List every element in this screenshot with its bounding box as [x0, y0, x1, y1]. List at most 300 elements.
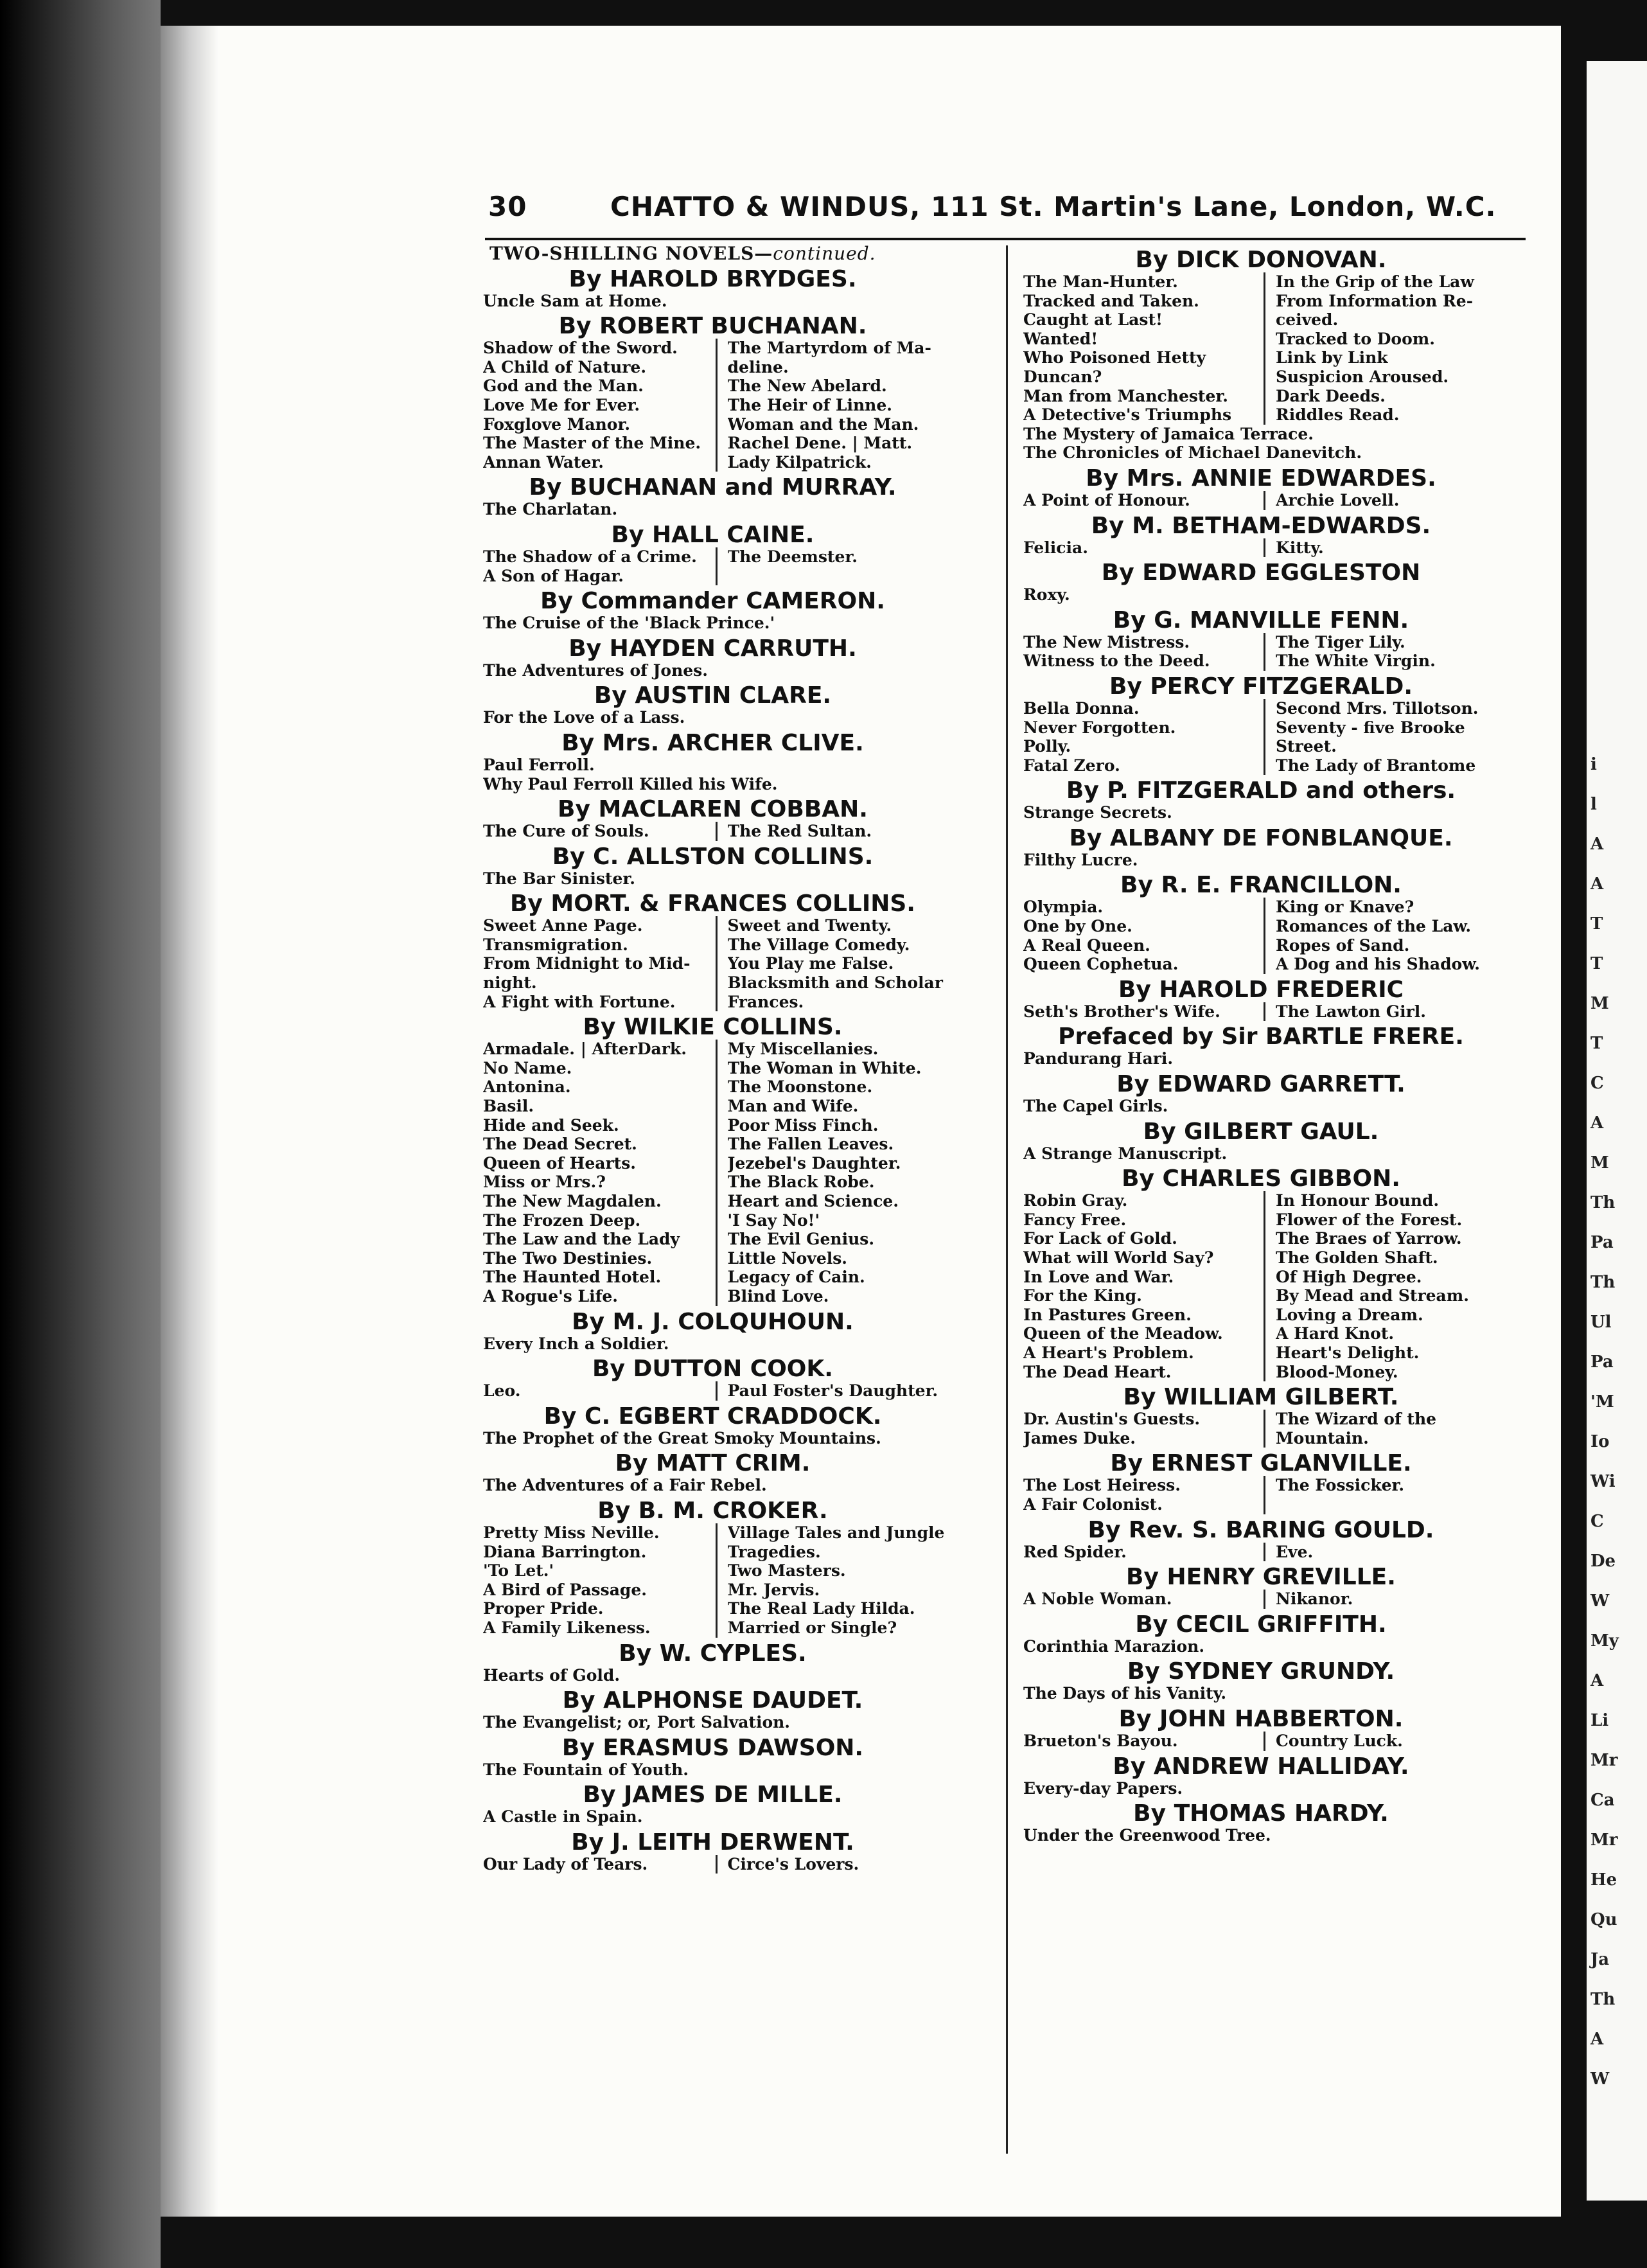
works-list: [483, 614, 962, 633]
works-column-a: [1023, 538, 1265, 558]
book-title: Armadale. | AfterDark.: [483, 1040, 687, 1059]
book-title: Two Masters.: [727, 1561, 846, 1581]
works-column-a: [1023, 1410, 1265, 1448]
adjacent-page-text-fragment: Io: [1590, 1432, 1610, 1451]
book-title: Foxglove Manor.: [483, 414, 631, 434]
book-title: Felicia.: [1023, 538, 1088, 557]
book-title: Miss or Mrs.?: [483, 1173, 606, 1192]
adjacent-page-text-fragment: Ca: [1590, 1791, 1615, 1810]
book-title: Leo.: [483, 1381, 521, 1401]
author-heading: By ALPHONSE DAUDET.: [562, 1687, 863, 1714]
book-title: No Name.: [483, 1058, 572, 1077]
works-column-b: [1276, 1002, 1518, 1022]
book-title: Riddles Read.: [1276, 405, 1400, 425]
book-title: The Martyrdom of Ma-: [727, 339, 931, 358]
book-title: Bella Donna.: [1023, 698, 1140, 718]
book-title: Jezebel's Daughter.: [727, 1153, 901, 1173]
works-column-a: [483, 1381, 718, 1401]
adjacent-page-text-fragment: My: [1590, 1631, 1619, 1651]
book-title: The Fallen Leaves.: [727, 1135, 894, 1154]
works-list: [1023, 1637, 1518, 1656]
book-title: Street.: [1276, 737, 1337, 756]
book-title: Queen Cophetua.: [1023, 955, 1179, 974]
running-title: CHATTO & WINDUS, 111 St. Martin's Lane, London, W.C.: [610, 191, 1497, 222]
book-title: A Castle in Spain.: [483, 1807, 643, 1827]
author-heading: By HAROLD FREDERIC: [1118, 976, 1404, 1003]
book-title: Tragedies.: [727, 1542, 821, 1561]
works-column-a: [483, 822, 718, 841]
author-heading: By M. J. COLQUHOUN.: [572, 1308, 854, 1335]
author-heading: By MACLAREN COBBAN.: [558, 796, 868, 823]
works-column-b: [1276, 272, 1518, 425]
works-two-column: [483, 1381, 962, 1401]
book-title: Hide and Seek.: [483, 1115, 619, 1135]
book-title: The New Abelard.: [727, 377, 887, 396]
book-title: My Miscellanies.: [727, 1040, 879, 1059]
book-title: The Village Comedy.: [727, 935, 910, 954]
book-title: Paul Ferroll.: [483, 755, 595, 774]
works-column-b: [1276, 538, 1518, 558]
author-heading: By ERASMUS DAWSON.: [561, 1734, 864, 1761]
works-column-b: [1276, 1590, 1518, 1609]
works-two-column: [483, 1855, 962, 1874]
book-title: The Charlatan.: [483, 500, 618, 519]
book-title: Who Poisoned Hetty: [1023, 348, 1206, 368]
works-list: [1023, 803, 1518, 822]
book-title: The Lady of Brantome: [1276, 756, 1476, 775]
book-title: The Capel Girls.: [1023, 1097, 1168, 1116]
section-label-continued: continued.: [773, 243, 876, 264]
book-title: Link by Link: [1276, 348, 1388, 368]
book-title: A Family Likeness.: [483, 1618, 651, 1637]
book-title: A Fair Colonist.: [1023, 1494, 1163, 1514]
works-list: [1023, 1097, 1518, 1116]
adjacent-page-text-fragment: C: [1590, 1512, 1604, 1531]
book-title: Lady Kilpatrick.: [727, 452, 872, 472]
author-heading: By Mrs. ARCHER CLIVE.: [561, 729, 864, 756]
adjacent-page-text-fragment: Ja: [1590, 1950, 1610, 1969]
book-title: What will World Say?: [1023, 1248, 1214, 1267]
author-heading: By GILBERT GAUL.: [1143, 1118, 1379, 1145]
adjacent-page-text-fragment: Mr: [1590, 1751, 1618, 1770]
adjacent-page-text-fragment: W: [1590, 1591, 1610, 1611]
works-column-b: [1276, 1732, 1518, 1751]
book-title: Heart and Science.: [727, 1192, 899, 1210]
author-heading: By HAROLD BRYDGES.: [568, 265, 857, 292]
works-two-column: [1023, 1410, 1518, 1448]
book-title: The Days of his Vanity.: [1023, 1684, 1227, 1703]
book-title: Country Luck.: [1276, 1731, 1403, 1750]
adjacent-page-text-fragment: De: [1590, 1552, 1616, 1571]
book-title: Never Forgotten.: [1023, 718, 1176, 737]
book-title: The Haunted Hotel.: [483, 1268, 662, 1287]
book-title: Under the Greenwood Tree.: [1023, 1826, 1271, 1845]
author-heading: By ROBERT BUCHANAN.: [558, 313, 867, 340]
book-title: A Dog and his Shadow.: [1276, 955, 1480, 974]
works-list: [1023, 425, 1518, 463]
works-two-column: [1023, 633, 1518, 671]
book-title: Heart's Delight.: [1276, 1343, 1420, 1362]
section-label-main: TWO-SHILLING NOVELS—: [489, 243, 773, 264]
book-title: Loving a Dream.: [1276, 1305, 1423, 1324]
book-title: Ropes of Sand.: [1276, 935, 1410, 955]
works-two-column: [1023, 1002, 1518, 1022]
book-title: The Lost Heiress.: [1023, 1476, 1181, 1495]
works-column-b: [1276, 699, 1518, 775]
book-title: Tracked and Taken.: [1023, 291, 1199, 310]
book-title: Dr. Austin's Guests.: [1023, 1410, 1201, 1429]
book-title: The Heir of Linne.: [727, 395, 892, 414]
book-title: James Duke.: [1023, 1428, 1136, 1448]
adjacent-page-text-fragment: 'M: [1590, 1392, 1614, 1412]
book-title: In Love and War.: [1023, 1267, 1174, 1286]
adjacent-page-text-fragment: Mr: [1590, 1830, 1618, 1850]
works-column-b: [1276, 1191, 1518, 1381]
book-title: Strange Secrets.: [1023, 803, 1172, 822]
book-title: Second Mrs. Tillotson.: [1276, 698, 1479, 718]
works-column-a: [1023, 1732, 1265, 1751]
works-list: [483, 661, 962, 680]
author-heading: By B. M. CROKER.: [597, 1497, 828, 1524]
works-list: [483, 1666, 962, 1685]
adjacent-page-text-fragment: W: [1590, 2069, 1610, 2089]
book-title: Uncle Sam at Home.: [483, 291, 667, 310]
book-title: The Cure of Souls.: [483, 822, 649, 841]
author-heading: By PERCY FITZGERALD.: [1109, 673, 1413, 700]
works-list: [483, 500, 962, 519]
book-title: Pretty Miss Neville.: [483, 1523, 660, 1542]
works-column-b: [1276, 1410, 1518, 1448]
adjacent-page-text-fragment: He: [1590, 1870, 1617, 1890]
works-column-a: [1023, 633, 1265, 671]
works-column-a: [483, 916, 718, 1011]
book-title: Olympia.: [1023, 898, 1104, 917]
book-title: The Dead Secret.: [483, 1135, 637, 1154]
book-title: Wanted!: [1023, 329, 1098, 348]
book-title: Tracked to Doom.: [1276, 329, 1435, 348]
works-two-column: [1023, 538, 1518, 558]
book-title: Circe's Lovers.: [727, 1854, 859, 1874]
book-title: The Two Destinies.: [483, 1248, 653, 1268]
book-title: Hearts of Gold.: [483, 1665, 621, 1685]
adjacent-page-text-fragment: Li: [1590, 1711, 1609, 1730]
book-title: The White Virgin.: [1276, 651, 1436, 671]
author-heading: By ANDREW HALLIDAY.: [1113, 1753, 1409, 1780]
book-title: Married or Single?: [727, 1618, 897, 1637]
book-title: Legacy of Cain.: [727, 1268, 865, 1287]
book-title: The New Mistress.: [1023, 632, 1190, 651]
book-title: The Chronicles of Michael Danevitch.: [1023, 443, 1362, 463]
book-title: Antonina.: [483, 1077, 571, 1097]
author-heading: By W. CYPLES.: [619, 1640, 807, 1667]
author-heading: By M. BETHAM-EDWARDS.: [1091, 512, 1431, 539]
works-list: [483, 1429, 962, 1448]
adjacent-page-text-fragment: Pa: [1590, 1233, 1614, 1252]
adjacent-page-text-fragment: Qu: [1590, 1910, 1617, 1929]
book-title: From Information Re-: [1276, 291, 1474, 310]
book-title: The Adventures of Jones.: [483, 660, 708, 680]
book-title: The Frozen Deep.: [483, 1210, 641, 1230]
works-two-column: [1023, 699, 1518, 775]
book-title: Diana Barrington.: [483, 1542, 647, 1561]
adjacent-page-text-fragment: A: [1590, 1113, 1604, 1133]
works-column-b: [1276, 898, 1518, 973]
book-title: The Dead Heart.: [1023, 1362, 1172, 1381]
author-heading: By J. LEITH DERWENT.: [571, 1829, 854, 1856]
adjacent-page-text-fragment: i: [1590, 755, 1597, 774]
right-column: [1004, 244, 1518, 1845]
author-heading: By C. ALLSTON COLLINS.: [552, 843, 874, 870]
book-title: In Pastures Green.: [1023, 1305, 1192, 1324]
author-heading: By JAMES DE MILLE.: [583, 1782, 843, 1809]
works-two-column: [1023, 1732, 1518, 1751]
book-title: Seventy - five Brooke: [1276, 718, 1465, 737]
works-two-column: [1023, 1590, 1518, 1609]
book-title: A Bird of Passage.: [483, 1580, 647, 1599]
book-title: Dark Deeds.: [1276, 386, 1386, 405]
header-rule: [485, 238, 1526, 240]
works-list: [483, 292, 962, 311]
book-title: A Hard Knot.: [1276, 1324, 1395, 1343]
book-title: Love Me for Ever.: [483, 395, 640, 414]
works-two-column: [483, 916, 962, 1011]
book-title: For Lack of Gold.: [1023, 1229, 1177, 1248]
book-title: The Bar Sinister.: [483, 869, 635, 888]
book-title: Archie Lovell.: [1276, 490, 1400, 509]
book-title: The New Magdalen.: [483, 1192, 662, 1210]
book-title: A Son of Hagar.: [483, 566, 624, 585]
book-title: Every-day Papers.: [1023, 1778, 1183, 1798]
book-title: Mr. Jervis.: [727, 1580, 820, 1599]
book-title: The Fossicker.: [1276, 1476, 1405, 1495]
book-title: Romances of the Law.: [1276, 917, 1472, 936]
book-title: The Moonstone.: [727, 1077, 873, 1097]
works-list: [1023, 1049, 1518, 1068]
book-title: A Fight with Fortune.: [483, 992, 676, 1011]
adjacent-page-text-fragment: M: [1590, 1153, 1609, 1173]
works-column-a: [1023, 1191, 1265, 1381]
author-heading: By HALL CAINE.: [611, 521, 815, 548]
works-column-b: [1276, 491, 1518, 510]
works-column-a: [483, 1040, 718, 1306]
works-two-column: [1023, 1543, 1518, 1562]
author-heading: By G. MANVILLE FENN.: [1113, 607, 1409, 633]
book-title: 'I Say No!': [727, 1210, 820, 1230]
book-title: Every Inch a Soldier.: [483, 1334, 669, 1353]
book-title: A Rogue's Life.: [483, 1286, 618, 1306]
author-heading: By Commander CAMERON.: [540, 588, 885, 615]
book-title: Caught at Last!: [1023, 310, 1163, 330]
works-column-a: [483, 339, 718, 472]
author-heading: By BUCHANAN and MURRAY.: [529, 474, 897, 501]
section-label: [489, 244, 962, 263]
author-heading: By R. E. FRANCILLON.: [1120, 872, 1402, 899]
author-heading: By C. EGBERT CRADDOCK.: [543, 1403, 882, 1430]
book-title: The Man-Hunter.: [1023, 272, 1178, 291]
author-heading: By WILLIAM GILBERT.: [1123, 1384, 1399, 1411]
author-heading: By EDWARD EGGLESTON: [1101, 560, 1421, 587]
book-title: Proper Pride.: [483, 1599, 604, 1618]
book-title: deline.: [727, 357, 789, 377]
book-title: By Mead and Stream.: [1276, 1286, 1469, 1306]
book-title: God and the Man.: [483, 377, 644, 396]
adjacent-page-text-fragment: Th: [1590, 1273, 1616, 1292]
adjacent-page-text-fragment: Th: [1590, 1193, 1616, 1212]
book-title: Brueton's Bayou.: [1023, 1731, 1178, 1750]
book-title: Little Novels.: [727, 1248, 848, 1268]
author-heading: By CHARLES GIBBON.: [1122, 1165, 1400, 1192]
adjacent-page-text-fragment: Ul: [1590, 1313, 1612, 1332]
author-heading: By THOMAS HARDY.: [1133, 1800, 1389, 1827]
author-heading: By HENRY GREVILLE.: [1126, 1564, 1396, 1591]
book-title: The Shadow of a Crime.: [483, 547, 697, 566]
adjacent-page-text-fragment: T: [1590, 914, 1603, 934]
book-title: The Prophet of the Great Smoky Mountains.: [483, 1428, 881, 1448]
book-title: Duncan?: [1023, 367, 1102, 386]
works-column-a: [1023, 1543, 1265, 1562]
book-title: Fatal Zero.: [1023, 756, 1120, 775]
adjacent-page-text-fragment: Wi: [1590, 1472, 1616, 1491]
works-column-b: [728, 1855, 962, 1874]
author-heading: By Mrs. ANNIE EDWARDES.: [1086, 465, 1436, 492]
author-heading: Prefaced by Sir BARTLE FRERE.: [1058, 1023, 1464, 1050]
book-title: You Play me False.: [727, 954, 894, 973]
book-title: Flower of the Forest.: [1276, 1210, 1463, 1229]
book-title: Seth's Brother's Wife.: [1023, 1002, 1220, 1021]
author-heading: By JOHN HABBERTON.: [1118, 1705, 1404, 1732]
works-column-a: [1023, 1476, 1265, 1514]
works-column-a: [1023, 491, 1265, 510]
author-heading: By EDWARD GARRETT.: [1116, 1071, 1405, 1098]
page-gutter-shadow: [161, 26, 218, 2217]
adjacent-page-text-fragment: l: [1590, 795, 1597, 814]
book-title: 'To Let.': [483, 1561, 554, 1581]
book-title: The Braes of Yarrow.: [1276, 1229, 1462, 1248]
works-list: [483, 1334, 962, 1354]
author-heading: By Rev. S. BARING GOULD.: [1088, 1516, 1434, 1543]
author-heading: By MATT CRIM.: [615, 1450, 811, 1477]
works-column-b: [728, 1381, 962, 1401]
works-two-column: [483, 1523, 962, 1638]
book-title: Man from Manchester.: [1023, 386, 1228, 405]
book-title: Witness to the Deed.: [1023, 651, 1210, 671]
author-heading: By WILKIE COLLINS.: [583, 1014, 843, 1041]
works-column-b: [1276, 1543, 1518, 1562]
book-title: The Fountain of Youth.: [483, 1760, 689, 1779]
works-list: [1023, 1144, 1518, 1164]
book-title: ceived.: [1276, 310, 1339, 330]
works-two-column: [1023, 1476, 1518, 1514]
adjacent-page-text-fragment: A: [1590, 835, 1604, 854]
works-two-column: [1023, 272, 1518, 425]
book-title: The Master of the Mine.: [483, 434, 701, 453]
book-title: Frances.: [727, 992, 804, 1011]
works-list: [483, 1713, 962, 1732]
adjacent-page-text-fragment: T: [1590, 954, 1603, 973]
book-title: The Wizard of the: [1276, 1410, 1437, 1429]
book-title: Woman and the Man.: [727, 414, 919, 434]
book-title: The Adventures of a Fair Rebel.: [483, 1476, 767, 1495]
author-heading: By AUSTIN CLARE.: [594, 682, 832, 709]
works-column-a: [1023, 898, 1265, 973]
book-title: A Heart's Problem.: [1023, 1343, 1194, 1362]
works-list: [483, 869, 962, 889]
book-title: Eve.: [1276, 1542, 1314, 1561]
works-column-b: [728, 916, 962, 1011]
book-title: Paul Foster's Daughter.: [727, 1381, 938, 1401]
works-column-b: [728, 822, 962, 841]
book-title: The Cruise of the 'Black Prince.': [483, 614, 775, 633]
works-column-a: [1023, 1590, 1265, 1609]
book-title: One by One.: [1023, 917, 1132, 936]
adjacent-page-text-fragment: A: [1590, 874, 1604, 894]
book-spine: [0, 0, 161, 2268]
book-title: Blind Love.: [727, 1286, 829, 1306]
works-column-b: [1276, 633, 1518, 671]
book-title: Sweet and Twenty.: [727, 916, 892, 935]
works-two-column: [483, 547, 962, 585]
book-title: The Woman in White.: [727, 1058, 922, 1077]
author-heading: By DICK DONOVAN.: [1135, 247, 1387, 273]
book-title: Suspicion Aroused.: [1276, 367, 1449, 386]
book-title: Kitty.: [1276, 538, 1324, 557]
book-title: Fancy Free.: [1023, 1210, 1127, 1229]
book-title: Queen of Hearts.: [483, 1153, 637, 1173]
book-title: The Black Robe.: [727, 1173, 875, 1192]
book-title: The Law and the Lady: [483, 1230, 680, 1249]
book-title: A Noble Woman.: [1023, 1590, 1172, 1609]
works-list: [483, 1760, 962, 1780]
works-column-a: [1023, 272, 1265, 425]
works-two-column: [483, 822, 962, 841]
works-column-a: [483, 1855, 718, 1874]
works-two-column: [1023, 491, 1518, 510]
works-two-column: [1023, 898, 1518, 973]
book-title: For the Love of a Lass.: [483, 708, 685, 727]
book-title: Robin Gray.: [1023, 1191, 1128, 1210]
author-heading: By SYDNEY GRUNDY.: [1127, 1658, 1395, 1685]
book-title: Annan Water.: [483, 452, 604, 472]
works-column-b: [728, 339, 962, 472]
adjacent-page-text-fragment: Pa: [1590, 1352, 1614, 1372]
book-title: Blood-Money.: [1276, 1362, 1398, 1381]
book-title: Filthy Lucre.: [1023, 850, 1138, 869]
book-title: Village Tales and Jungle: [727, 1523, 945, 1542]
book-title: Basil.: [483, 1097, 534, 1116]
left-column: [464, 244, 962, 1874]
author-heading: By MORT. & FRANCES COLLINS.: [509, 890, 915, 917]
book-title: Pandurang Hari.: [1023, 1049, 1174, 1068]
works-column-a: [483, 547, 718, 585]
author-heading: By P. FITZGERALD and others.: [1066, 777, 1456, 804]
book-title: Transmigration.: [483, 935, 628, 954]
book-title: A Strange Manuscript.: [1023, 1144, 1228, 1163]
book-title: The Evil Genius.: [727, 1230, 875, 1249]
book-title: Sweet Anne Page.: [483, 916, 643, 935]
book-title: King or Knave?: [1276, 898, 1414, 917]
works-column-a: [1023, 699, 1265, 775]
adjacent-page-text-fragment: M: [1590, 994, 1609, 1013]
adjacent-page-text-fragment: C: [1590, 1074, 1604, 1093]
works-list: [1023, 1826, 1518, 1845]
works-list: [483, 1807, 962, 1827]
book-title: The Red Sultan.: [727, 822, 872, 841]
book-title: A Child of Nature.: [483, 357, 647, 377]
works-list: [483, 756, 962, 793]
works-two-column: [483, 339, 962, 472]
book-title: The Evangelist; or, Port Salvation.: [483, 1713, 791, 1732]
book-title: A Point of Honour.: [1023, 490, 1190, 509]
